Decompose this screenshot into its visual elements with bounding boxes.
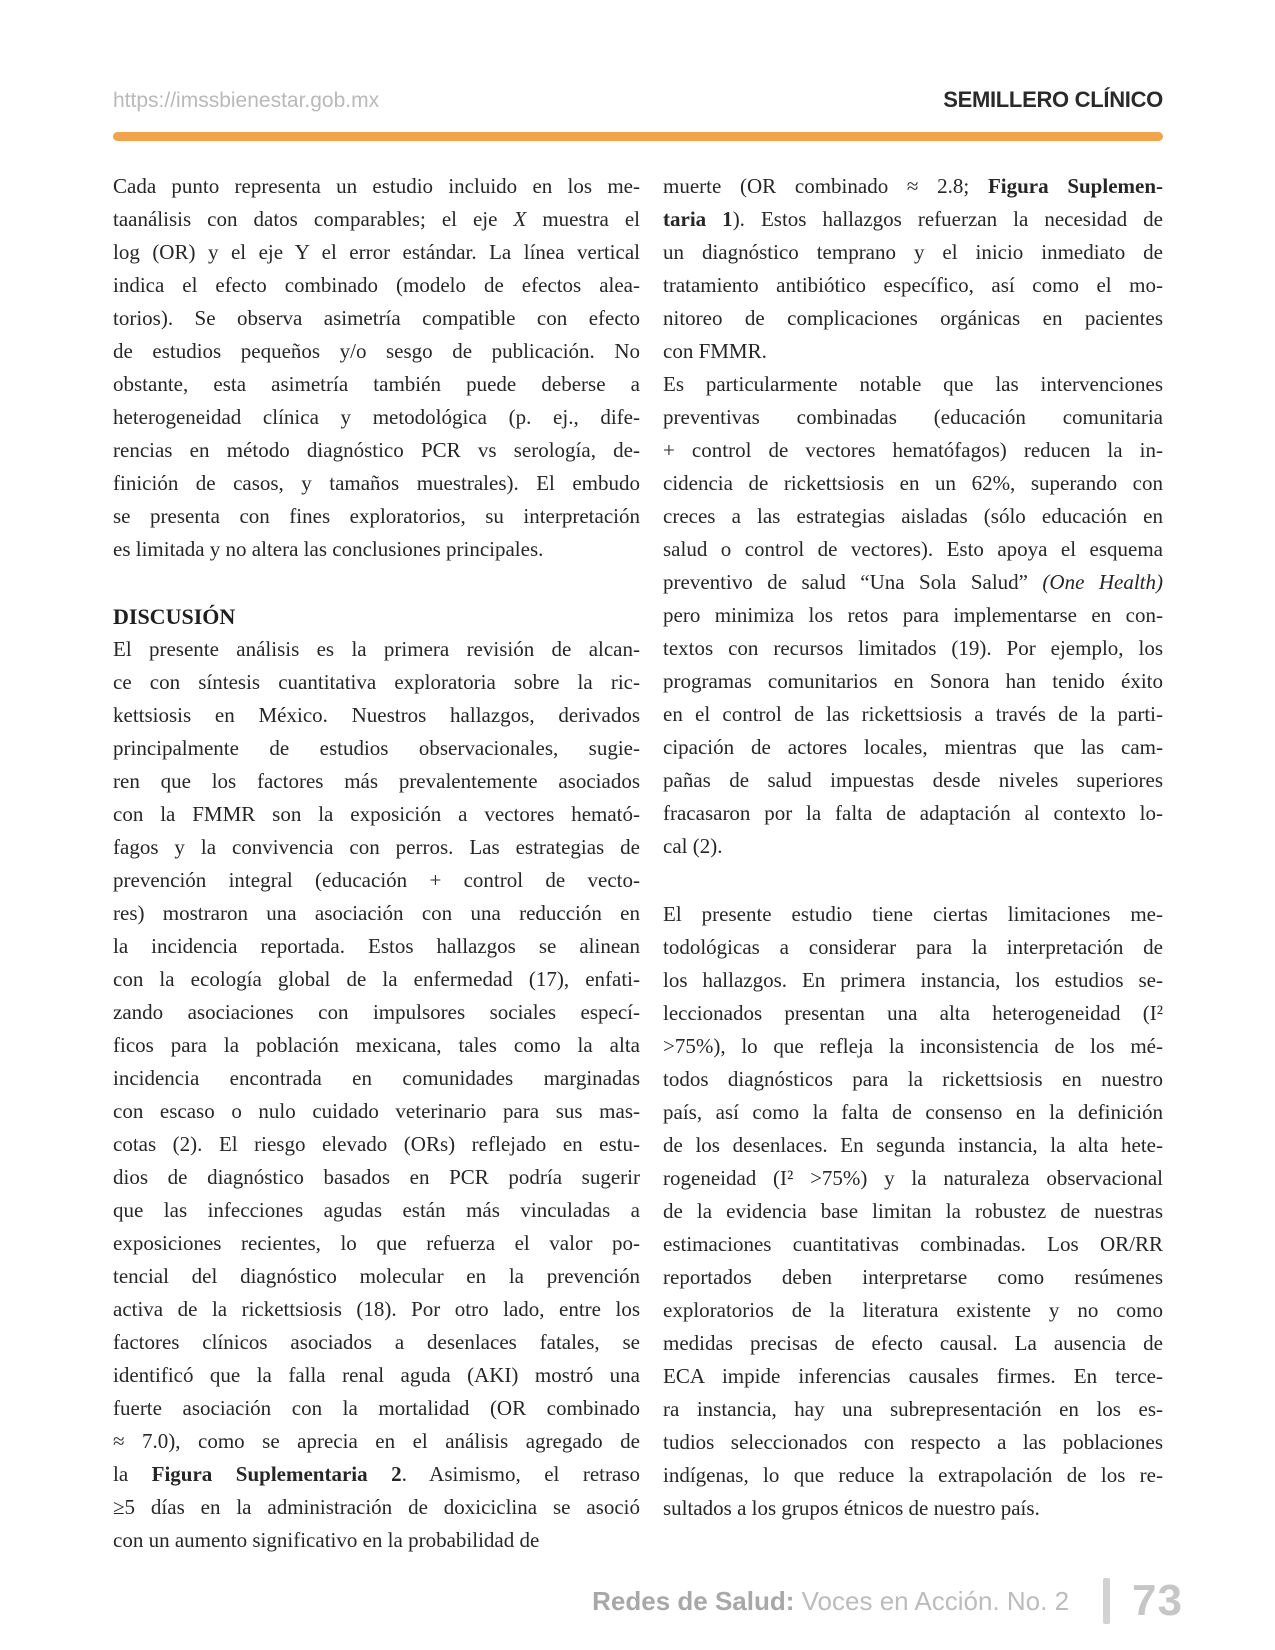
- text-line: tudios seleccionados con respecto a las poblaciones: [663, 1430, 1163, 1454]
- text-line: cotas (2). El riesgo elevado (ORs) reflejado en estu-: [113, 1132, 640, 1156]
- text-line: sultados a los grupos étnicos de nuestro país.: [663, 1496, 1040, 1520]
- text-line: >75%), lo que refleja la inconsistencia de los mé-: [663, 1034, 1163, 1058]
- text-line: tratamiento antibiótico específico, así como el mo-: [663, 273, 1163, 297]
- text-line: ECA impide inferencias causales firmes. En terce-: [663, 1364, 1163, 1388]
- text-line: la Figura Suplementaria 2. Asimismo, el retraso: [113, 1462, 641, 1486]
- text-line: todos diagnósticos para la rickettsiosis en nuestro: [663, 1067, 1163, 1091]
- header-accent-rule: [113, 132, 1163, 141]
- page-number: 73: [1132, 1576, 1183, 1625]
- page-footer: [592, 1576, 1183, 1626]
- text-line: log (OR) y el eje Y el error estándar. La línea vertical: [113, 240, 640, 264]
- left-column: [113, 170, 640, 1557]
- paragraph-spacer: [663, 863, 1163, 898]
- text-line: El presente análisis es la primera revisión de alcan-: [113, 637, 640, 661]
- text-line: programas comunitarios en Sonora han tenido éxito: [663, 669, 1163, 693]
- text-line: principalmente de estudios observacionales, sugie-: [113, 736, 640, 760]
- text-line: El presente estudio tiene ciertas limitaciones me-: [663, 902, 1163, 926]
- text-line: cidencia de rickettsiosis en un 62%, superando con: [663, 471, 1163, 495]
- text-line: ra instancia, hay una subrepresentación en los es-: [663, 1397, 1163, 1421]
- text-line: indica el efecto combinado (modelo de efectos alea-: [113, 273, 640, 297]
- footer-journal-label: [592, 1586, 1069, 1617]
- text-line: muerte (OR combinado ≈ 2.8; Figura Suplemen-: [663, 174, 1164, 198]
- text-line: un diagnóstico temprano y el inicio inmediato de: [663, 240, 1163, 264]
- text-line: con FMMR.: [663, 339, 767, 363]
- text-line: preventivo de salud “Una Sola Salud” (One Health): [663, 570, 1163, 594]
- text-line: con escaso o nulo cuidado veterinario para sus mas-: [113, 1099, 640, 1123]
- text-line: que las infecciones agudas están más vinculadas a: [113, 1198, 640, 1222]
- text-line: activa de la rickettsiosis (18). Por otro lado, entre los: [113, 1297, 640, 1321]
- text-line: zando asociaciones con impulsores sociales especí-: [113, 1000, 640, 1024]
- text-line: cal (2).: [663, 834, 723, 858]
- text-line: pañas de salud impuestas desde niveles superiores: [663, 768, 1163, 792]
- paragraph: [663, 898, 1163, 1525]
- text-line: reportados deben interpretarse como resúmenes: [663, 1265, 1163, 1289]
- text-line: kettsiosis en México. Nuestros hallazgos, derivados: [113, 703, 640, 727]
- text-line: de la evidencia base limitan la robustez de nuestras: [663, 1199, 1163, 1223]
- text-line: torios). Se observa asimetría compatible con efecto: [113, 306, 640, 330]
- text-line: con un aumento significativo en la probabilidad de: [113, 1528, 540, 1552]
- text-line: obstante, esta asimetría también puede deberse a: [113, 372, 640, 396]
- text-line: textos con recursos limitados (19). Por ejemplo, los: [663, 636, 1163, 660]
- text-line: preventivas combinadas (educación comunitaria: [663, 405, 1163, 429]
- text-line: finición de casos, y tamaños muestrales). El embudo: [113, 471, 640, 495]
- text-line: Es particularmente notable que las intervenciones: [663, 372, 1163, 396]
- text-line: ce con síntesis cuantitativa exploratoria sobre la ric-: [113, 670, 640, 694]
- text-line: factores clínicos asociados a desenlaces fatales, se: [113, 1330, 640, 1354]
- text-line: la incidencia reportada. Estos hallazgos se alinean: [113, 934, 640, 958]
- footer-divider-bar: [1103, 1578, 1110, 1624]
- text-line: en el control de las rickettsiosis a través de la parti-: [663, 702, 1163, 726]
- header-section-title: SEMILLERO CLÍNICO: [943, 87, 1163, 112]
- text-line: leccionados presentan una alta heterogeneidad (I²: [663, 1001, 1163, 1025]
- text-line: rogeneidad (I² >75%) y la naturaleza observacional: [663, 1166, 1163, 1190]
- text-line: ≥5 días en la administración de doxiciclina se asoció: [113, 1495, 640, 1519]
- text-line: con la ecología global de la enfermedad (17), enfati-: [113, 967, 640, 991]
- text-line: ≈ 7.0), como se aprecia en el análisis agregado de: [113, 1429, 640, 1453]
- text-line: exposiciones recientes, lo que refuerza el valor po-: [113, 1231, 640, 1255]
- text-line: dios de diagnóstico basados en PCR podría sugerir: [113, 1165, 640, 1189]
- text-line: de estudios pequeños y/o sesgo de publicación. No: [113, 339, 640, 363]
- text-line: país, así como la falta de consenso en la definición: [663, 1100, 1163, 1124]
- text-line: fracasaron por la falta de adaptación al contexto lo-: [663, 801, 1163, 825]
- text-line: indígenas, lo que reduce la extrapolación de los re-: [663, 1463, 1163, 1487]
- article-body: [113, 170, 1163, 1557]
- text-line: exploratorios de la literatura existente y no como: [663, 1298, 1163, 1322]
- text-line: identificó que la falla renal aguda (AKI) mostró una: [113, 1363, 640, 1387]
- text-line: medidas precisas de efecto causal. La ausencia de: [663, 1331, 1163, 1355]
- text-line: creces a las estrategias aisladas (sólo educación en: [663, 504, 1163, 528]
- text-line: los hallazgos. En primera instancia, los estudios se-: [663, 968, 1163, 992]
- paragraph: [113, 633, 640, 1557]
- text-line: salud o control de vectores). Esto apoya el esquema: [663, 537, 1163, 561]
- text-line: rencias en método diagnóstico PCR vs serología, de-: [113, 438, 640, 462]
- journal-name: Redes de Salud:: [592, 1585, 795, 1616]
- text-line: de los desenlaces. En segunda instancia, la alta hete-: [663, 1133, 1163, 1157]
- text-line: cipación de actores locales, mientras que las cam-: [663, 735, 1163, 759]
- text-line: con la FMMR son la exposición a vectores hemató-: [113, 802, 640, 826]
- text-line: tencial del diagnóstico molecular en la prevención: [113, 1264, 640, 1288]
- header-url: https://imssbienestar.gob.mx: [113, 89, 380, 112]
- text-line: todológicas a considerar para la interpretación de: [663, 935, 1163, 959]
- journal-issue: Voces en Acción. No. 2: [794, 1585, 1070, 1616]
- text-line: incidencia encontrada en comunidades marginadas: [113, 1066, 640, 1090]
- text-line: se presenta con fines exploratorios, su interpretación: [113, 504, 640, 528]
- text-line: es limitada y no altera las conclusiones principales.: [113, 537, 544, 561]
- text-line: taanálisis con datos comparables; el eje X muestra el: [113, 207, 640, 231]
- text-line: pero minimiza los retos para implementarse en con-: [663, 603, 1163, 627]
- text-line: res) mostraron una asociación con una reducción en: [113, 901, 640, 925]
- text-line: estimaciones cuantitativas combinadas. Los OR/RR: [663, 1232, 1163, 1256]
- paragraph: [663, 368, 1163, 863]
- paragraph: [113, 170, 640, 566]
- text-line: heterogeneidad clínica y metodológica (p. ej., dife-: [113, 405, 640, 429]
- text-line: fagos y la convivencia con perros. Las estrategias de: [113, 835, 640, 859]
- text-line: Cada punto representa un estudio incluido en los me-: [113, 174, 640, 198]
- text-line: prevención integral (educación + control de vecto-: [113, 868, 640, 892]
- paragraph: [663, 170, 1163, 368]
- text-line: fuerte asociación con la mortalidad (OR combinado: [113, 1396, 640, 1420]
- text-line: ficos para la población mexicana, tales como la alta: [113, 1033, 640, 1057]
- section-heading: DISCUSIÓN: [113, 604, 236, 629]
- text-line: ren que los factores más prevalentemente asociados: [113, 769, 640, 793]
- right-column: [663, 170, 1163, 1557]
- text-line: nitoreo de complicaciones orgánicas en pacientes: [663, 306, 1163, 330]
- text-line: + control de vectores hematófagos) reducen la in-: [663, 438, 1163, 462]
- text-line: taria 1). Estos hallazgos refuerzan la necesidad de: [663, 207, 1163, 231]
